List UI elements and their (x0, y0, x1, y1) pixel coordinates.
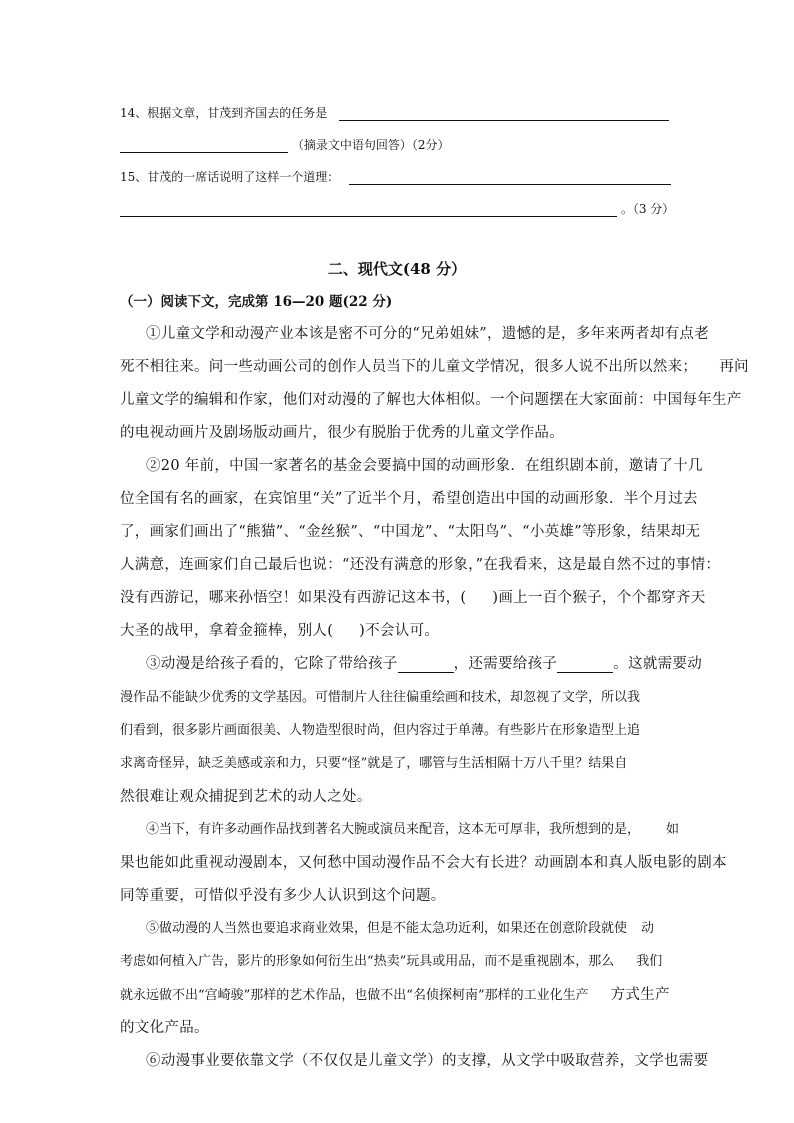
paragraph-4-line: 同等重要，可惜似乎没有多少人认识到这个问题。 (120, 888, 446, 904)
paragraph-5-line: 考虑如何植入广告，影片的形象如何衍生出“热卖”玩具或用品，而不是重视剧本，那么 我们 (120, 954, 663, 969)
paragraph-2-line: 大圣的战甲，拿着金箍棒，别人( )不会认可。 (120, 623, 440, 639)
paragraph-5-line: 就永远做不出“宫崎骏”那样的艺术作品，也做不出“名侦探柯南”那样的工业化生产 方式生产 (120, 987, 670, 1003)
paragraph-3-line: 求离奇怪异，缺乏美感或亲和力，只要“怪”就是了，哪管与生活相隔十万八千里？结果自 (120, 756, 628, 771)
question-14-prompt: 14、根据文章，甘茂到齐国去的任务是 (120, 106, 328, 120)
paragraph-2-line: 位全国有名的画家，在宾馆里“关”了近半个月，希望创造出中国的动画形象．半个月过去 (120, 491, 698, 507)
paragraph-2-line: 没有西游记，哪来孙悟空！如果没有西游记这本书，( )画上一百个猴子，个个都穿齐天 (120, 590, 706, 606)
paragraph-5-line: ⑤做动漫的人当然也要追求商业效果，但是不能太急功近利，如果还在创意阶段就使 动 (146, 921, 655, 936)
paragraph-2-line: ②20 年前，中国一家著名的基金会要搞中国的动画形象．在组织剧本前，邀请了十几 (146, 458, 703, 474)
paragraph-1-line: 儿童文学的编辑和作家，他们对动漫的了解也大体相似。一个问题摆在大家面前：中国每年生产 (120, 392, 742, 408)
paragraph-4-line: ④当下，有许多动画作品找到著名大腕或演员来配音，这本无可厚非，我所想到的是， 如 (146, 822, 680, 837)
paragraph-3-blank-2[interactable] (557, 660, 613, 673)
paragraph-3-line: 漫作品不能缺少优秀的文学基因。可惜制片人往往偏重绘画和技术，却忽视了文学，所以我 (120, 690, 641, 705)
section-subtitle: （一）阅读下文，完成第 16—20 题(22 分) (120, 294, 393, 310)
paragraph-1-line: 死不相往来。问一些动画公司的创作人员当下的儿童文学情况，很多人说不出所以然来； 再问 (120, 359, 749, 375)
paragraph-3-line: 然很难让观众捕捉到艺术的动人之处。 (120, 789, 372, 805)
question-14-line2 (120, 136, 449, 153)
question-15-prompt: 15、甘茂的一席话说明了这样一个道理： (120, 170, 340, 184)
question-15-line1 (120, 168, 671, 185)
paragraph-6-line: ⑥动漫事业要依靠文学（不仅仅是儿童文学）的支撑，从文学中吸取营养，文学也需要 (146, 1053, 709, 1069)
paragraph-3-blank-1[interactable] (398, 660, 454, 673)
question-14-line1 (120, 104, 669, 121)
paragraph-3-line: ③动漫是给孩子看的，它除了带给孩子 ，还需要给孩子 。这就需要动 (146, 656, 703, 672)
question-14-note: （摘录文中语句回答）（2分） (291, 138, 450, 152)
question-15-answer-blank[interactable] (349, 172, 671, 185)
paragraph-2-line: 了，画家们画出了“熊猫”、“金丝猴”、“中国龙”、“太阳鸟”、“小英雄”等形象，结果却无 (120, 524, 701, 540)
paragraph-3-line: 们看到，很多影片画面很美、人物造型很时尚，但内容过于单薄。有些影片在形象造型上追 (120, 723, 641, 738)
question-14-answer-blank[interactable] (339, 108, 669, 121)
paragraph-5-line: 的文化产品。 (120, 1020, 209, 1036)
question-15-answer-blank-continued[interactable] (120, 204, 617, 217)
paragraph-2-line: 人满意，连画家们自己最后也说：“还没有满意的形象，”在我看来，这是最自然不过的事情： (120, 557, 721, 573)
question-15-note: 。（3 分） (620, 202, 675, 216)
question-15-line2 (120, 200, 674, 217)
paragraph-4-line: 果也能如此重视动漫剧本，又何愁中国动漫作品不会大有长进？动画剧本和真人版电影的剧本 (120, 855, 727, 871)
section-title: 二、现代文(48 分） (327, 260, 467, 278)
question-14-answer-blank-continued[interactable] (120, 140, 288, 153)
paragraph-1-line: ①儿童文学和动漫产业本该是密不可分的“兄弟姐妹”，遗憾的是，多年来两者却有点老 (146, 326, 710, 342)
paragraph-1-line: 的电视动画片及剧场版动画片，很少有脱胎于优秀的儿童文学作品。 (120, 425, 564, 441)
